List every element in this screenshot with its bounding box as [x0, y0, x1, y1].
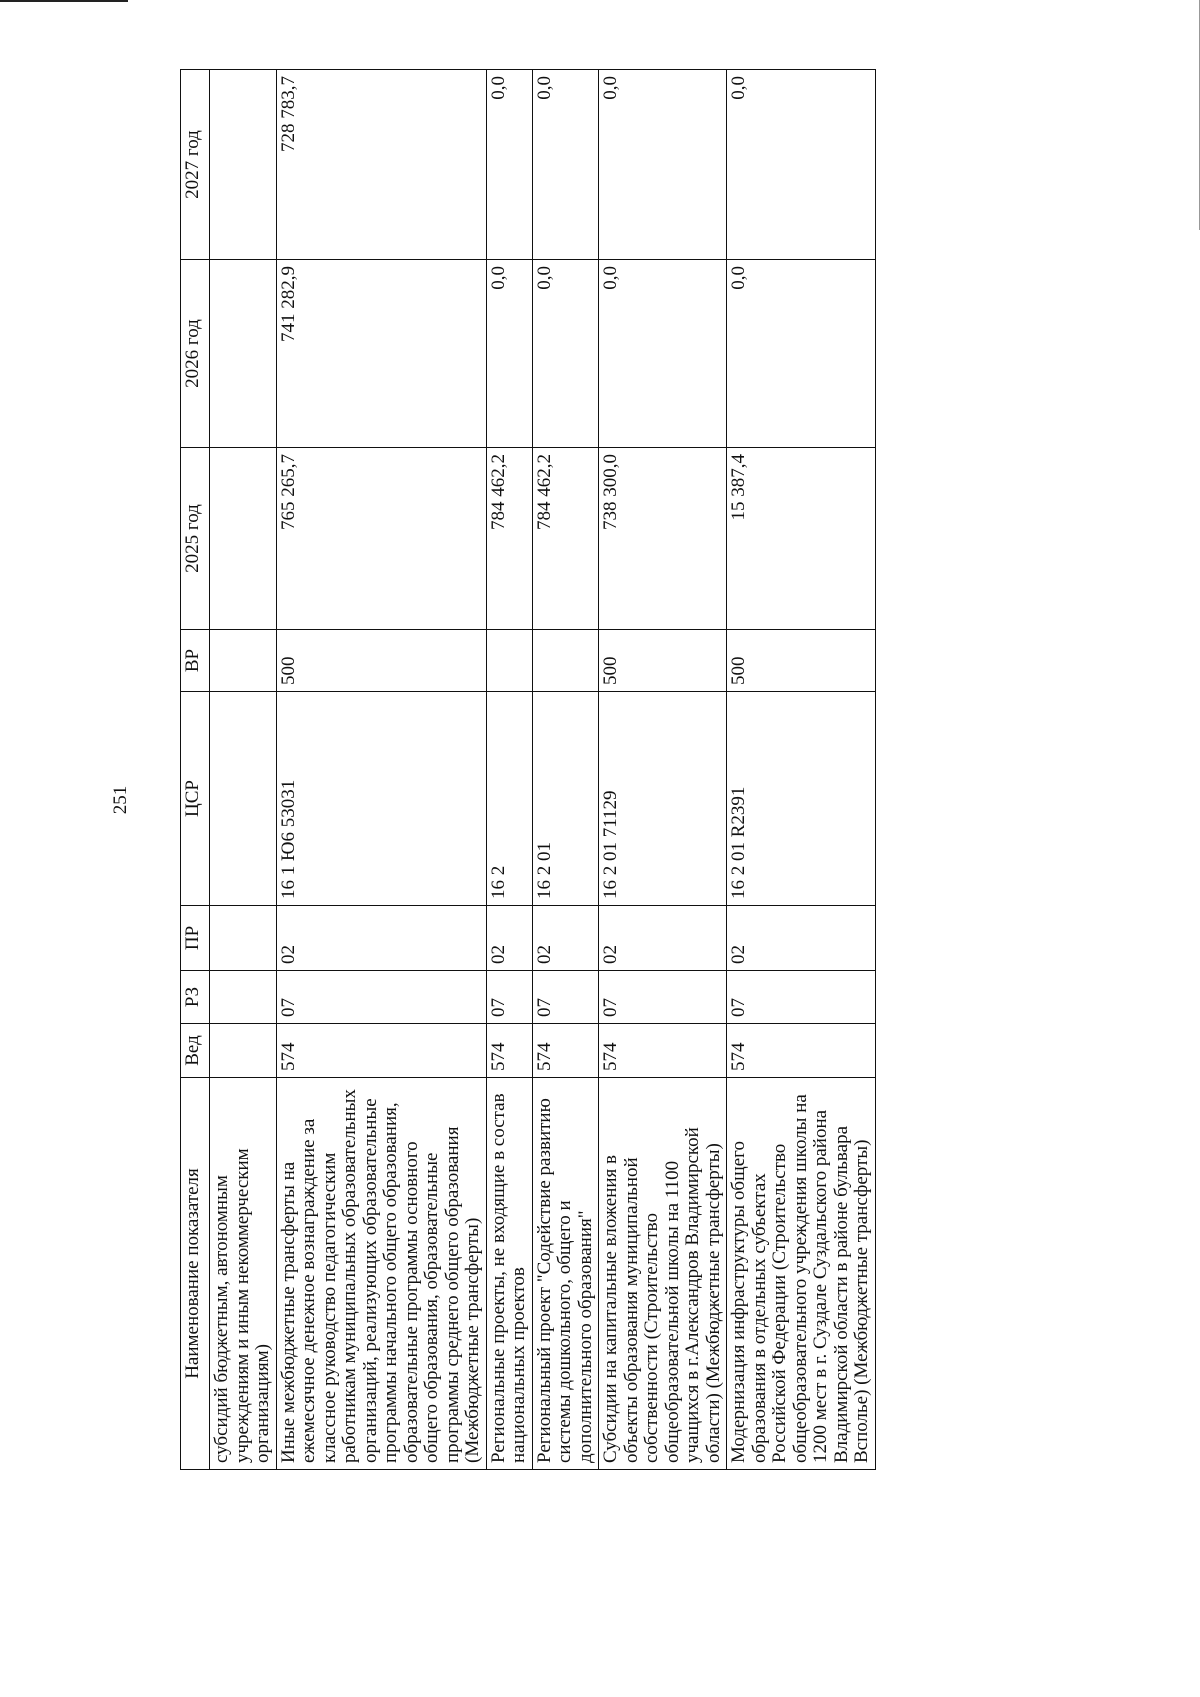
- header-pr: ПР: [181, 906, 210, 971]
- cell-2025: 784 462,2: [486, 448, 532, 630]
- cell-ved: [210, 1024, 277, 1078]
- budget-table: [180, 69, 876, 1470]
- header-2027: 2027 год: [181, 70, 210, 260]
- cell-csr: 16 1 Ю6 53031: [276, 692, 486, 906]
- cell-name: Субсидии на капитальные вложения в объекты образования муниципальной собственности (Строительство общеобразовательной школы на 1100 учащихся в г.Александров Владимирской области) (Межбюджетные трансферты): [599, 1078, 727, 1470]
- header-2026: 2026 год: [181, 260, 210, 448]
- cell-name: Модернизация инфраструктуры общего образования в отдельных субъектах Российской Федерации (Строительство общеобразовательного учреждения школы на 1200 мест в г. Суздале Суздальского района Владимирской области в районе бульвара Всполье) (Межбюджетные трансферты): [727, 1078, 876, 1470]
- table-row: [532, 70, 599, 1470]
- cell-2026: 0,0: [532, 260, 599, 448]
- cell-2026: 0,0: [727, 260, 876, 448]
- cell-vr: [210, 630, 277, 692]
- cell-csr: [210, 692, 277, 906]
- table-row: [276, 70, 486, 1470]
- header-csr: ЦСР: [181, 692, 210, 906]
- header-name: Наименование показателя: [181, 1078, 210, 1470]
- cell-ved: 574: [599, 1024, 727, 1078]
- cell-2026: [210, 260, 277, 448]
- cell-csr: 16 2: [486, 692, 532, 906]
- cell-2026: 741 282,9: [276, 260, 486, 448]
- cell-2027: 0,0: [599, 70, 727, 260]
- cell-rz: 07: [727, 971, 876, 1024]
- cell-pr: 02: [727, 906, 876, 971]
- cell-csr: 16 2 01 R2391: [727, 692, 876, 906]
- cell-rz: 07: [532, 971, 599, 1024]
- cell-2027: 728 783,7: [276, 70, 486, 260]
- header-rz: РЗ: [181, 971, 210, 1024]
- cell-2025: [210, 448, 277, 630]
- cell-vr: 500: [276, 630, 486, 692]
- cell-2026: 0,0: [599, 260, 727, 448]
- cell-2027: [210, 70, 277, 260]
- cell-vr: [486, 630, 532, 692]
- cell-vr: 500: [599, 630, 727, 692]
- cell-rz: [210, 971, 277, 1024]
- cell-2027: 0,0: [727, 70, 876, 260]
- cell-ved: 574: [486, 1024, 532, 1078]
- header-ved: Вед: [181, 1024, 210, 1078]
- cell-ved: 574: [276, 1024, 486, 1078]
- table-row: [599, 70, 727, 1470]
- cell-pr: 02: [599, 906, 727, 971]
- cell-rz: 07: [599, 971, 727, 1024]
- cell-rz: 07: [276, 971, 486, 1024]
- page-number: 251: [110, 785, 131, 815]
- cell-vr: [532, 630, 599, 692]
- header-2025: 2025 год: [181, 448, 210, 630]
- cell-csr: 16 2 01 71129: [599, 692, 727, 906]
- cell-ved: 574: [532, 1024, 599, 1078]
- cell-2025: 738 300,0: [599, 448, 727, 630]
- cell-rz: 07: [486, 971, 532, 1024]
- table-row: [727, 70, 876, 1470]
- cell-2025: 15 387,4: [727, 448, 876, 630]
- header-vr: ВР: [181, 630, 210, 692]
- cell-ved: 574: [727, 1024, 876, 1078]
- cell-name: субсидий бюджетным, автономным учреждениям и иным некоммерческим организациям): [210, 1078, 277, 1470]
- cell-2026: 0,0: [486, 260, 532, 448]
- table-row: [486, 70, 532, 1470]
- cell-pr: 02: [486, 906, 532, 971]
- cell-2025: 784 462,2: [532, 448, 599, 630]
- cell-name: Региональные проекты, не входящие в состав национальных проектов: [486, 1078, 532, 1470]
- cell-pr: [210, 906, 277, 971]
- cell-2025: 765 265,7: [276, 448, 486, 630]
- rotated-page: [100, 0, 1100, 1600]
- cell-csr: 16 2 01: [532, 692, 599, 906]
- cell-2027: 0,0: [486, 70, 532, 260]
- cell-pr: 02: [532, 906, 599, 971]
- cell-name: Региональный проект "Содействие развитию системы дошкольного, общего и дополнительного образования": [532, 1078, 599, 1470]
- cell-vr: 500: [727, 630, 876, 692]
- table-row: [210, 70, 277, 1470]
- cell-2027: 0,0: [532, 70, 599, 260]
- cell-name: Иные межбюджетные трансферты на ежемесячное денежное вознаграждение за классное руководство педагогическим работникам муниципальных образовательных организаций, реализующих образовательные программы начального общего образования, образовательные программы основного общего образования, образовательные программы среднего общего образования (Межбюджетные трансферты): [276, 1078, 486, 1470]
- cell-pr: 02: [276, 906, 486, 971]
- table-header-row: [181, 70, 210, 1470]
